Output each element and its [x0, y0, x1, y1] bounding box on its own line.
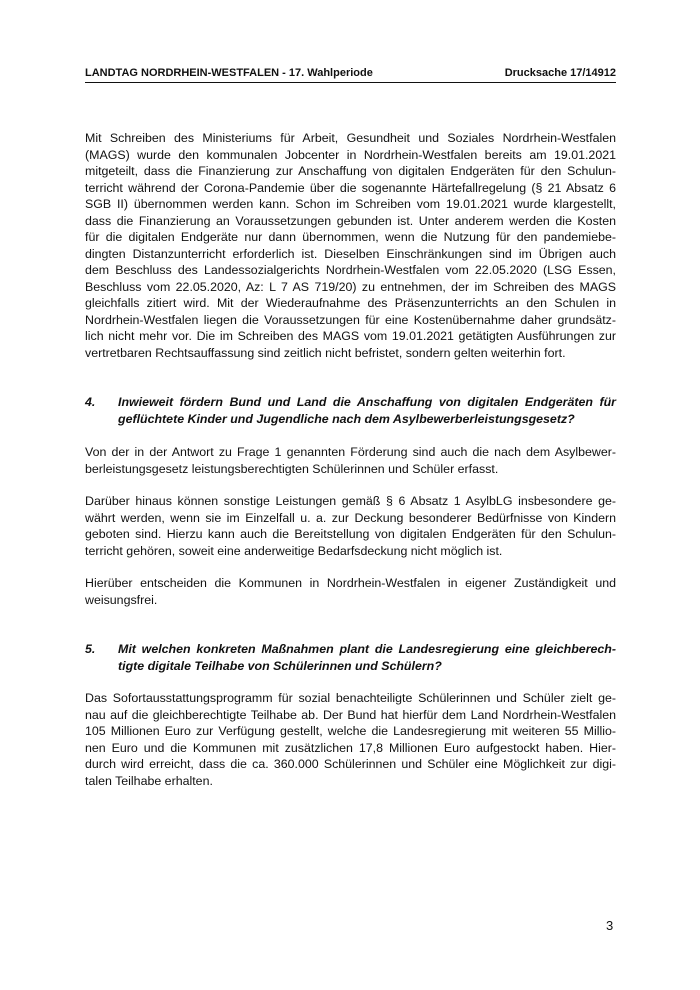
text-line: Mit Schreiben des Ministeriums für Arbeit, Gesundheit und Soziales Nordrhein-Westfalen	[85, 131, 616, 145]
header-document-number: Drucksache 17/14912	[504, 67, 616, 79]
page-number: 3	[606, 918, 614, 933]
text-line: vertretbaren Rechtsauffassung sind zeitlich nicht befristet, sondern gelten weiterhin fort.	[85, 345, 566, 360]
text-line: lich nicht mehr vor. Die im Schreiben des MAGS vom 19.01.2021 getätigten Ausführungen zur	[85, 329, 616, 343]
paragraph-equipment-program	[85, 690, 616, 789]
text-line: durch wird erreicht, dass die ca. 360.000 Schülerinnen und Schüler eine Möglichkeit zur digi-	[85, 757, 616, 771]
question-text	[118, 394, 616, 427]
text-line: terricht während der Corona-Pandemie über die sogenannte Härtefallregelung (§ 21 Absatz 6	[85, 180, 616, 195]
paragraph-mags-letter	[85, 130, 616, 361]
text-line: geflüchtete Kinder und Jugendliche nach dem Asylbewerberleistungsgesetz?	[118, 411, 575, 426]
question-5	[85, 641, 616, 674]
text-line: terricht gehören, soweit eine anderweitige Bedarfsdeckung nicht möglich ist.	[85, 543, 503, 558]
text-line: SGB II) übernommen werden kann. Schon im Schreiben vom 19.01.2021 wurde klargestellt,	[85, 197, 616, 211]
text-line: Nordrhein-Westfalen liegen die Voraussetzungen für eine Kostenübernahme daher grundsätz-	[85, 312, 616, 327]
paragraph-asylblg-funding	[85, 444, 616, 477]
question-number: 5.	[85, 642, 96, 656]
text-line: Das Sofortausstattungsprogramm für sozial benachteiligte Schülerinnen und Schüler zielt ge-	[85, 691, 616, 705]
text-line: Beschluss vom 22.05.2020, Az: L 7 AS 719/20) zu entnehmen, der im Schreiben des MAGS	[85, 279, 616, 294]
text-line: Darüber hinaus können sonstige Leistungen gemäß § 6 Absatz 1 AsylbLG insbesondere ge-	[85, 494, 616, 508]
text-line: Inwieweit fördern Bund und Land die Anschaffung von digitalen Endgeräten für	[118, 395, 616, 409]
paragraph-municipal-decision	[85, 575, 616, 608]
question-text	[118, 641, 616, 674]
page-header	[85, 67, 616, 83]
header-title: LANDTAG NORDRHEIN-WESTFALEN - 17. Wahlperiode	[85, 67, 373, 79]
paragraph-other-benefits	[85, 493, 616, 559]
text-line: berleistungsgesetz leistungsberechtigten Schülerinnen und Schüler erfasst.	[85, 461, 499, 476]
text-line: dingten Distanzunterricht erforderlich ist. Dieselben Einschränkungen sind im Übrigen auch	[85, 246, 616, 261]
text-line: Mit welchen konkreten Maßnahmen plant die Landesregierung eine gleichberech-	[118, 642, 616, 656]
text-line: weisungsfrei.	[85, 592, 158, 607]
text-line: nau auf die gleichberechtigte Teilhabe ab. Der Bund hat hierfür dem Land Nordrhein-Westfalen	[85, 707, 616, 722]
question-number: 4.	[85, 395, 96, 409]
text-line: währt werden, wenn sie im Einzelfall u. a. zur Deckung besonderer Bedürfnisse von Kindern	[85, 510, 616, 525]
text-line: Hierüber entscheiden die Kommunen in Nordrhein-Westfalen in eigener Zuständigkeit und	[85, 576, 616, 590]
text-line: geboten sind. Hierzu kann auch die Bereitstellung von digitalen Endgeräten für den Schulun-	[85, 527, 616, 541]
text-line: mitgeteilt, dass die Finanzierung zur Anschaffung von digitalen Endgeräten für den Schulun-	[85, 164, 616, 178]
text-line: talen Teilhabe erhalten.	[85, 773, 213, 788]
text-line: dass die Finanzierung an Voraussetzungen gebunden ist. Unter anderem werden die Kosten	[85, 213, 616, 228]
text-line: Von der in der Antwort zu Frage 1 genannten Förderung sind auch die nach dem Asylbewer-	[85, 445, 616, 459]
document-body	[85, 130, 616, 789]
text-line: für die digitalen Endgeräte nur dann übernommen, wenn die Nutzung für den pandemiebe-	[85, 230, 616, 244]
text-line: gleichfalls zitiert wird. Mit der Wiederaufnahme des Präsenzunterrichts an den Schulen in	[85, 296, 616, 310]
text-line: dem Beschluss des Landessozialgerichts Nordrhein-Westfalen vom 22.05.2020 (LSG Essen,	[85, 263, 616, 277]
text-line: tigte digitale Teilhabe von Schülerinnen und Schülern?	[118, 658, 442, 673]
text-line: 105 Millionen Euro zur Verfügung gestellt, welche die Landesregierung mit weiteren 55 Millio-	[85, 724, 616, 738]
text-line: (MAGS) wurde den kommunalen Jobcenter in Nordrhein-Westfalen bereits am 19.01.2021	[85, 147, 616, 162]
question-4	[85, 394, 616, 427]
text-line: nen Euro und die Kommunen mit zusätzlichen 17,8 Millionen Euro aufgestockt haben. Hier-	[85, 740, 616, 755]
